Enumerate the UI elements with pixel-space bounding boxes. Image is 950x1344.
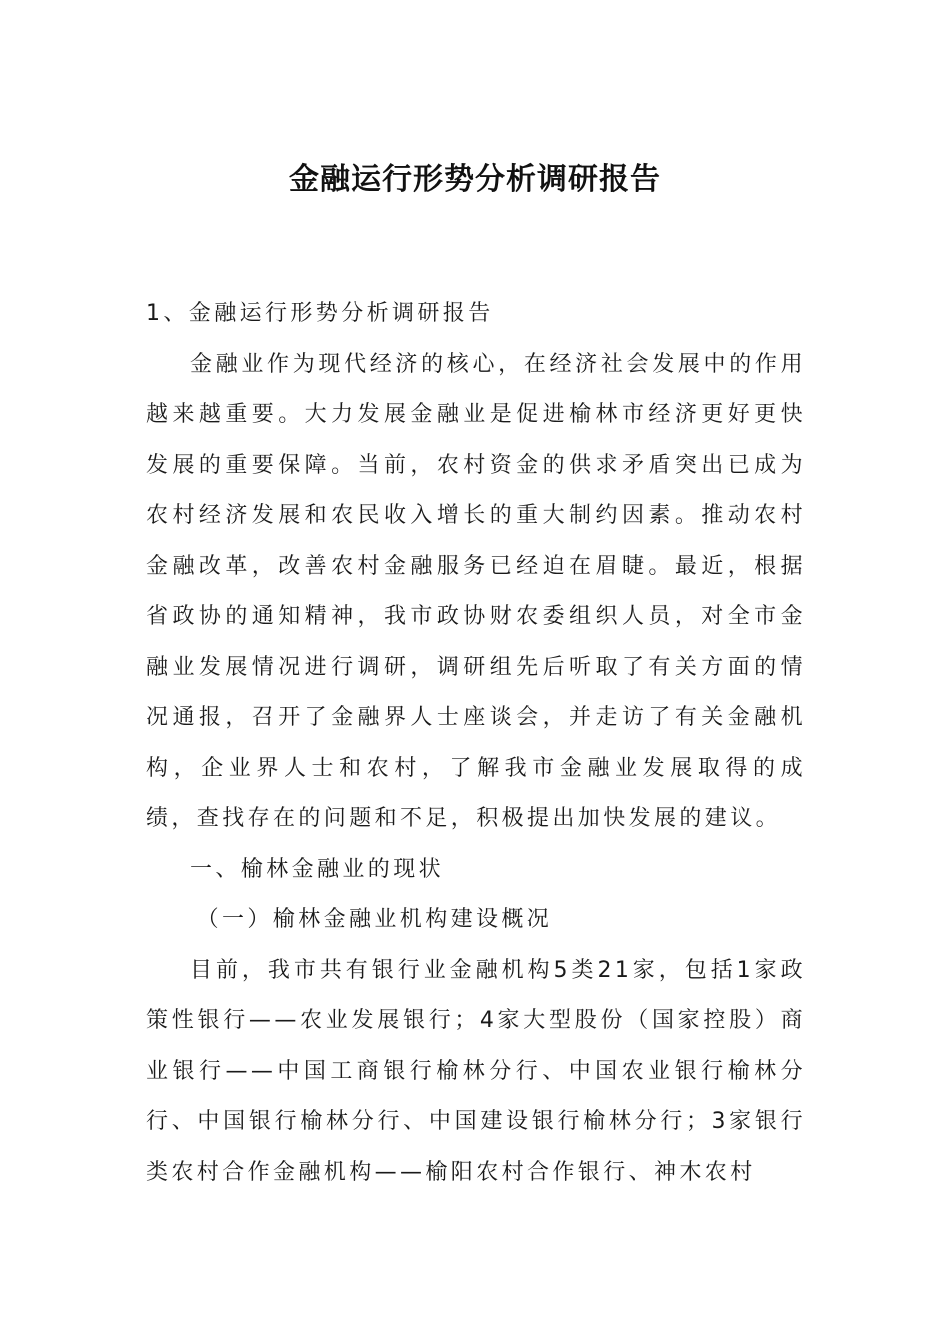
document-title: 金融运行形势分析调研报告 xyxy=(289,162,661,197)
intro-paragraph: 金融业作为现代经济的核心，在经济社会发展中的作用越来越重要。大力发展金融业是促进榆林市经济更好更快发展的重要保障。当前，农村资金的供求矛盾突出已成为农村经济发展和农民收入增长的重大制约因素。推动农村金融改革，改善农村金融服务已经迫在眉睫。最近，根据省政协的通知精神，我市政协财农委组织人员，对全市金融业发展情况进行调研，调研组先后听取了有关方面的情况通报，召开了金融界人士座谈会，并走访了有关金融机构，企业界人士和农村，了解我市金融业发展取得的成绩，查找存在的问题和不足，积极提出加快发展的建议。 xyxy=(146,351,806,831)
document-body xyxy=(146,289,806,1198)
subheading-institutions: （一）榆林金融业机构建设概况 xyxy=(196,907,553,932)
heading-current-status: 一、榆林金融业的现状 xyxy=(190,856,445,882)
section-heading: 1、金融运行形势分析调研报告 xyxy=(146,301,494,326)
institutions-paragraph: 目前，我市共有银行业金融机构5类21家，包括1家政策性银行——农业发展银行；4家大型股份（国家控股）商业银行——中国工商银行榆林分行、中国农业银行榆林分行、中国银行榆林分行、中国建设银行榆林分行；3家银行类农村合作金融机构——榆阳农村合作银行、神木农村 xyxy=(146,957,806,1185)
